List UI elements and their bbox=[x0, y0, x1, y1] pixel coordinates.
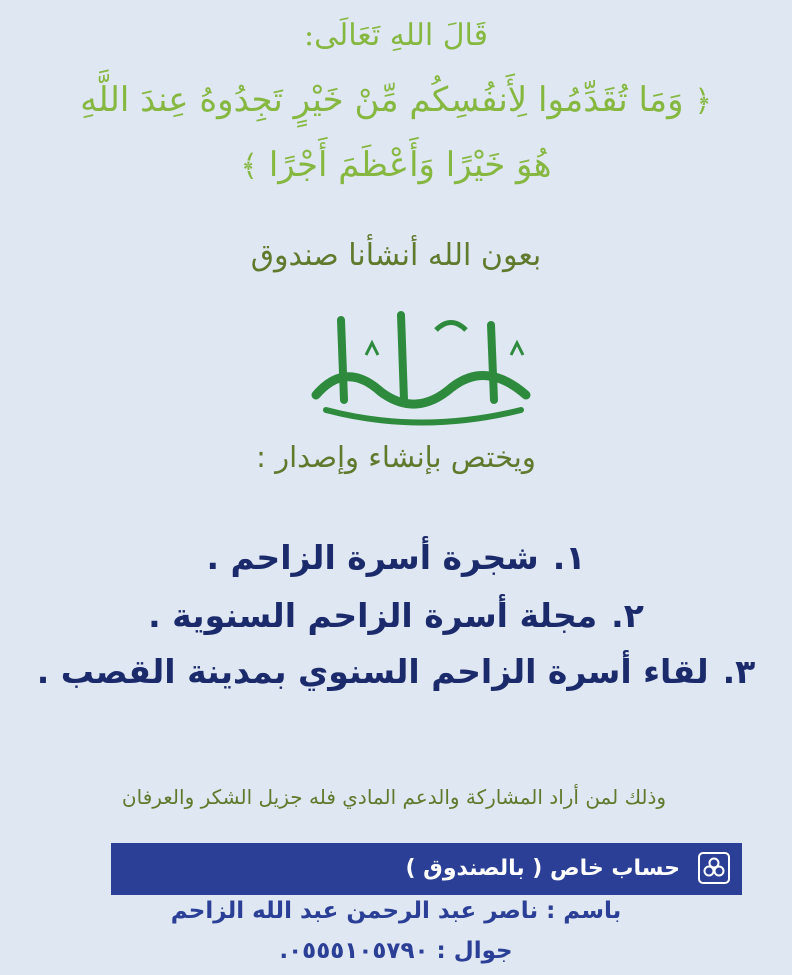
bank-logo-icon bbox=[698, 852, 730, 884]
item-number: ٢. bbox=[611, 596, 644, 635]
verse-line-1 bbox=[0, 80, 792, 121]
verse-intro: قَالَ اللهِ تَعَالَى: bbox=[303, 18, 489, 53]
account-label: حساب خاص ( بالصندوق ) bbox=[405, 856, 680, 881]
verse-line-2 bbox=[0, 145, 792, 186]
account-holder: باسم : ناصر عبد الرحمن عبد الله الزاحم bbox=[170, 898, 622, 924]
thanks-text: وذلك لمن أراد المشاركة والدعم المادي فله جزيل الشكر والعرفان bbox=[121, 785, 667, 809]
list-item bbox=[0, 596, 792, 635]
account-bar bbox=[111, 843, 742, 895]
family-logo bbox=[286, 300, 556, 430]
verse-open-bracket: ﴿ bbox=[694, 84, 712, 119]
intro-text: بعون الله أنشأنا صندوق bbox=[250, 238, 542, 273]
subtitle: ويختص بإنشاء وإصدار : bbox=[256, 440, 536, 474]
list-item bbox=[0, 652, 792, 691]
item-text: مجلة أسرة الزاحم السنوية . bbox=[148, 596, 598, 635]
account-phone: جوال : ٠٥٥٥١٠٥٧٩٠. bbox=[279, 938, 513, 964]
verse-line-2-text: هُوَ خَيْرًا وَأَعْظَمَ أَجْرًا bbox=[268, 145, 552, 185]
item-text: شجرة أسرة الزاحم . bbox=[206, 538, 539, 577]
verse-close-bracket: ﴾ bbox=[240, 149, 258, 184]
item-number: ١. bbox=[552, 538, 586, 577]
item-text: لقاء أسرة الزاحم السنوي بمدينة القصب . bbox=[36, 652, 709, 691]
item-number: ٣. bbox=[722, 652, 756, 691]
verse-line-1-text: وَمَا تُقَدِّمُوا لِأَنفُسِكُم مِّنْ خَيْرٍ تَجِدُوهُ عِندَ اللَّهِ bbox=[80, 80, 684, 120]
list-item bbox=[0, 538, 792, 577]
